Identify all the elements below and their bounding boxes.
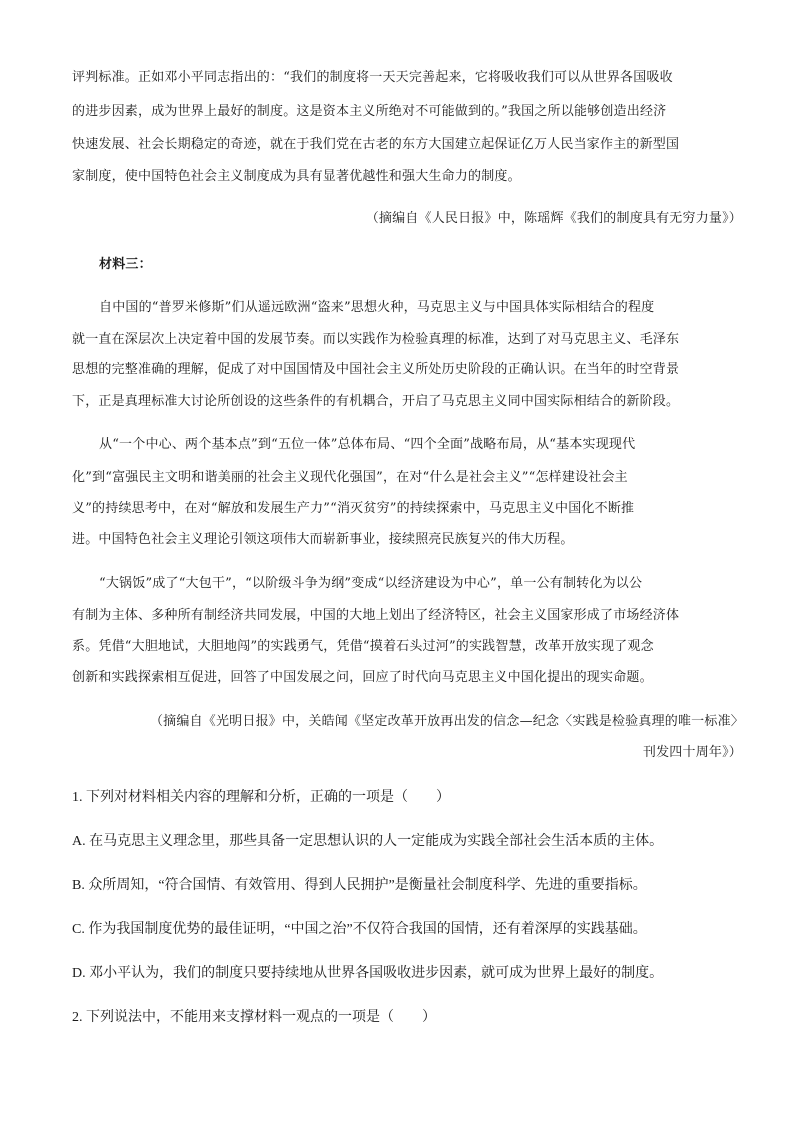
material3-para1-line-1: 自中国的“普罗米修斯”们从遥远欧洲“盗来”思想火种，马克思主义与中国具体实际相结合的程度 bbox=[99, 300, 655, 315]
question1-option-b: B. 众所周知，“符合国情、有效管用、得到人民拥护”是衡量社会制度科学、先进的重要指标。 bbox=[72, 878, 647, 893]
material2-line-4: 家制度，使中国特色社会主义制度成为具有显著优越性和强大生命力的制度。 bbox=[72, 169, 521, 184]
material3-para3-line-4: 创新和实践探索相互促进，回答了中国发展之问，回应了时代向马克思主义中国化提出的现实命题。 bbox=[72, 670, 653, 685]
material3-source-line-1: （摘编自《光明日报》中，关皓闻《坚定改革开放再出发的信念—纪念〈实践是检验真理的唯一标准〉 bbox=[149, 714, 744, 729]
material3-para2-line-1: 从“一个中心、两个基本点”到“五位一体”总体布局、“四个全面”战略布局，从“基本实现现代 bbox=[99, 437, 636, 452]
question1-option-d: D. 邓小平认为，我们的制度只要持续地从世界各国吸收进步因素，就可成为世界上最好的制度。 bbox=[72, 966, 664, 981]
material2-line-2: 的进步因素，成为世界上最好的制度。这是资本主义所绝对不可能做到的。”我国之所以能够创造出经济 bbox=[72, 104, 667, 119]
material3-para1-line-2: 就一直在深层次上决定着中国的发展节奏。而以实践作为检验真理的标准，达到了对马克思主义、毛泽东 bbox=[72, 332, 680, 347]
question1-stem: 1. 下列对材料相关内容的理解和分析，正确的一项是（ ） bbox=[72, 790, 450, 805]
material3-source-line-2: 刊发四十周年》） bbox=[642, 745, 742, 760]
material3-para2-line-3: 义”的持续思考中，在对“解放和发展生产力”“消灭贫穷”的持续探索中，马克思主义中国化不断推 bbox=[72, 501, 635, 516]
material3-para3-line-1: “大锅饭”成了“大包干”，“以阶级斗争为纲”变成“以经济建设为中心”，单一公有制转化为以公 bbox=[99, 576, 643, 591]
material3-para3-line-3: 系。凭借“大胆地试，大胆地闯”的实践勇气，凭借“摸着石头过河”的实践智慧，改革开放实现了观念 bbox=[72, 639, 654, 654]
material3-para2-line-4: 进。中国特色社会主义理论引领这项伟大而崭新事业，接续照亮民族复兴的伟大历程。 bbox=[72, 532, 574, 547]
material3-para1-line-3: 思想的完整准确的理解，促成了对中国国情及中国社会主义所处历史阶段的正确认识。在当年的时空背景 bbox=[72, 362, 680, 377]
material2-source: （摘编自《人民日报》中，陈瑶辉《我们的制度具有无穷力量》） bbox=[365, 211, 742, 226]
material3-para1-line-4: 下，正是真理标准大讨论所创设的这些条件的有机耦合，开启了马克思主义同中国实际相结合的新阶段。 bbox=[72, 394, 680, 409]
question1-option-c: C. 作为我国制度优势的最佳证明，“中国之治”不仅符合我国的国情，还有着深厚的实践基础。 bbox=[72, 922, 647, 937]
question2-stem: 2. 下列说法中，不能用来支撑材料一观点的一项是（ ） bbox=[72, 1010, 436, 1025]
material2-line-1: 评判标准。正如邓小平同志指出的：“我们的制度将一天天完善起来，它将吸收我们可以从世界各国吸收 bbox=[72, 70, 673, 85]
material3-para3-line-2: 有制为主体、多种所有制经济共同发展，中国的大地上划出了经济特区，社会主义国家形成了市场经济体 bbox=[72, 608, 680, 623]
material3-para2-line-2: 化”到“富强民主文明和谐美丽的社会主义现代化强国”，在对“什么是社会主义”“怎样建设社会主 bbox=[72, 470, 628, 485]
question1-option-a: A. 在马克思主义理念里，那些具备一定思想认识的人一定能成为实践全部社会生活本质的主体。 bbox=[72, 834, 664, 849]
material2-line-3: 快速发展、社会长期稳定的奇迹，就在于我们党在古老的东方大国建立起保证亿万人民当家作主的新型国 bbox=[72, 137, 680, 152]
material3-heading: 材料三： bbox=[99, 257, 152, 272]
